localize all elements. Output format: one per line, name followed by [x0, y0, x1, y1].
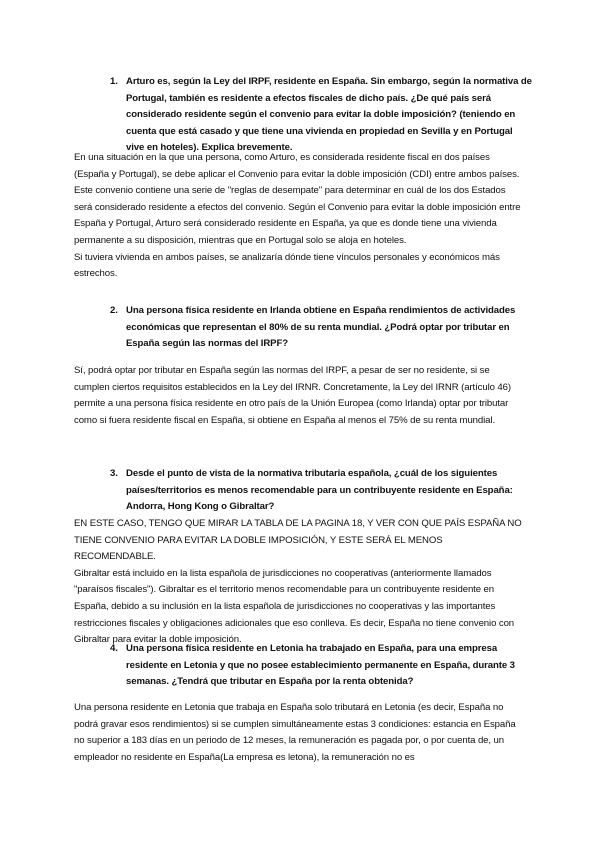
question-number: 3. — [110, 468, 118, 479]
answer-2 — [74, 363, 524, 429]
answer-paragraph: Gibraltar está incluido en la lista española de jurisdicciones no cooperativas (anteriormente llamados "paraísos fiscales"). Gibraltar es el territorio menos recomendable para un contribuyente residente en España, debido a su inclusión en la lista española de jurisdicciones no cooperativas y las importantes restricciones fiscales y obligaciones adicionales que eso conlleva. Es decir, España no tiene convenio con Gibraltar para evitar la doble imposición. — [74, 567, 515, 646]
answer-paragraph: EN ESTE CASO, TENGO QUE MIRAR LA TABLA DE LA PAGINA 18, Y VER CON QUE PAÍS ESPAÑA NO TIENE CONVENIO PARA EVITAR LA DOBLE IMPOSICIÓN, Y ESTE SERÁ EL MENOS RECOMENDABLE. — [74, 518, 522, 563]
answer-paragraph: Sí, podrá optar por tributar en España según las normas del IRPF, a pesar de ser no residente, si se cumplen ciertos requisitos establecidos en la Ley del IRNR. Concretamente, la Ley del IRNR (artículo 46) permite a una persona física residente en otro país de la Unión Europea (como Irlanda) optar por tributar como si fuera residente fiscal en España, si obtiene en España al menos el 75% de su renta mundial. — [74, 365, 511, 426]
question-1 — [112, 74, 532, 157]
question-4 — [112, 641, 532, 691]
question-number: 2. — [110, 305, 118, 316]
answer-3 — [74, 516, 524, 649]
question-text: Una persona física residente en Irlanda obtiene en España rendimientos de actividades económicas que representan el 80% de su renta mundial. ¿Podrá optar por tributar en España según las normas del IRPF? — [126, 305, 516, 350]
question-text: Una persona física residente en Letonia ha trabajado en España, para una empresa residente en Letonia y que no posee establecimiento permanente en España, durante 3 semanas. ¿Tendrá que tributar en España por la renta obtenida? — [126, 643, 515, 688]
answer-1 — [74, 150, 524, 283]
answer-paragraph: En una situación en la que una persona, como Arturo, es considerada residente fiscal en dos países (España y Portugal), se debe aplicar el Convenio para evitar la doble imposición (CDI) entre ambos países. Este convenio contiene una serie de "reglas de desempate" para determinar en cuál de los dos Estados será considerado residente a efectos del convenio. Según el Convenio para evitar la doble imposición entre España y Portugal, Arturo será considerado residente en España, ya que es donde tiene una vivienda permanente a su disposición, mientras que en Portugal solo se aloja en hoteles. — [74, 152, 521, 246]
answer-paragraph: Si tuviera vivienda en ambos países, se analizaría dónde tiene vínculos personales y económicos más estrechos. — [74, 251, 500, 280]
question-number: 1. — [110, 76, 118, 87]
answer-4 — [74, 700, 524, 766]
question-text: Desde el punto de vista de la normativa tributaria española, ¿cuál de los siguientes países/territorios es menos recomendable para un contribuyente residente en España: Andorra, Hong Kong o Gibraltar? — [126, 468, 513, 513]
question-3 — [112, 466, 532, 516]
question-text: Arturo es, según la Ley del IRPF, residente en España. Sin embargo, según la normativa de Portugal, también es residente a efectos fiscales de dicho país. ¿De qué país será considerado residente según el convenio para evitar la doble imposición? (teniendo en cuenta que está casado y que tiene una vivienda en propiedad en Sevilla y en Portugal vive en hoteles). Explica brevemente. — [126, 76, 532, 154]
answer-paragraph: Una persona residente en Letonia que trabaja en España solo tributará en Letonia (es decir, España no podrá gravar esos rendimientos) si se cumplen simultáneamente estas 3 condiciones: estancia en España no superior a 183 días en un periodo de 12 meses, la remuneración es pagada por, o por cuenta de, un empleador no residente en España(La empresa es letona), la remuneración no es — [74, 702, 516, 763]
question-2 — [112, 303, 532, 353]
question-number: 4. — [110, 643, 118, 654]
